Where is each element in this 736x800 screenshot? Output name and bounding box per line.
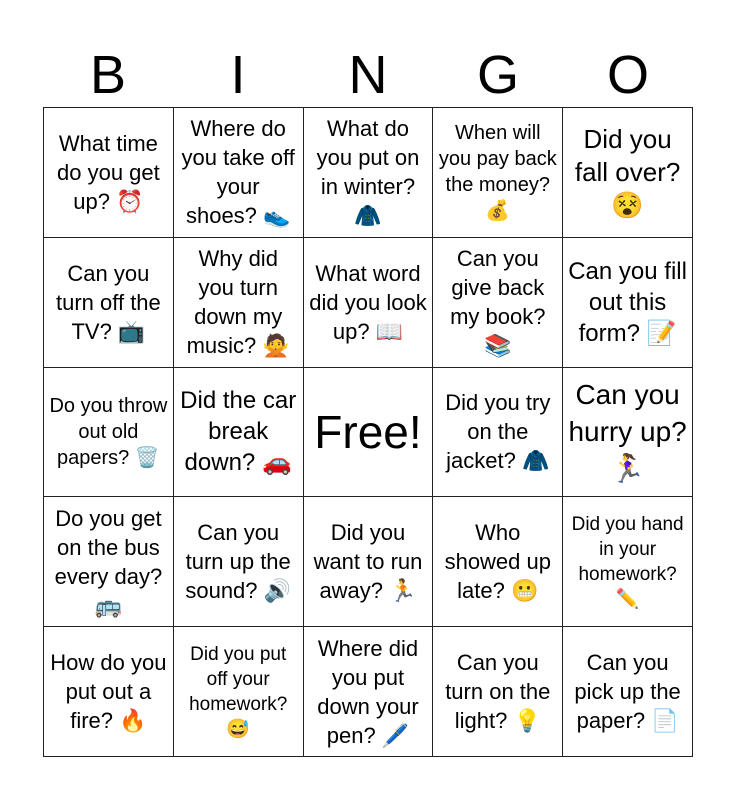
cell-text: Did the car break down? 🚗 — [180, 387, 297, 477]
cell-text: What do you put on in winter? 🧥 — [316, 116, 420, 229]
header-letter-n: N — [348, 45, 388, 105]
cell-text: Did you put off your homework? 😅 — [189, 643, 288, 740]
cell-text: Who showed up late? 😬 — [444, 520, 551, 604]
bingo-cell[interactable] — [563, 627, 693, 757]
header-letter-g: G — [476, 45, 519, 105]
header-letter-b: B — [89, 45, 127, 105]
bingo-cell[interactable] — [174, 238, 304, 368]
cell-text: What word did you look up? 📖 — [309, 260, 427, 344]
bingo-cell[interactable] — [44, 238, 174, 368]
cell-text: Why did you turn down my music? 🙅 — [186, 246, 290, 359]
bingo-cell[interactable] — [304, 497, 434, 627]
bingo-cell[interactable] — [44, 497, 174, 627]
bingo-cell[interactable] — [174, 108, 304, 238]
bingo-cell[interactable] — [563, 108, 693, 238]
cell-text: Can you turn on the light? 💡 — [445, 650, 551, 734]
cell-text: When will you pay back the money? 💰 — [438, 122, 557, 223]
header-letter-o: O — [606, 45, 649, 105]
bingo-cell[interactable] — [304, 238, 434, 368]
cell-text: Can you give back my book? 📚 — [450, 246, 546, 359]
cell-text: Where do you take off your shoes? 👟 — [181, 116, 295, 229]
header-letter-i: I — [230, 45, 246, 105]
bingo-cell[interactable] — [563, 238, 693, 368]
bingo-cell[interactable] — [563, 368, 693, 498]
bingo-cell[interactable] — [563, 497, 693, 627]
cell-text: Can you pick up the paper? 📄 — [574, 650, 681, 734]
bingo-cell[interactable] — [433, 108, 563, 238]
bingo-cell[interactable] — [304, 627, 434, 757]
cell-text: Do you get on the bus every day? 🚌 — [54, 505, 163, 618]
cell-text: Can you turn off the TV? 📺 — [56, 260, 161, 344]
bingo-cell[interactable] — [44, 108, 174, 238]
bingo-cell[interactable] — [174, 627, 304, 757]
cell-text: Did you fall over? 😵 — [574, 123, 681, 220]
cell-text: Did you want to run away? 🏃 — [313, 520, 423, 604]
bingo-cell[interactable] — [433, 238, 563, 368]
cell-text: Did you try on the jacket? 🧥 — [445, 390, 551, 474]
cell-text: Do you throw out old papers? 🗑️ — [49, 394, 168, 469]
bingo-cell[interactable] — [433, 497, 563, 627]
cell-text: Did you hand in your homework? ✏️ — [571, 513, 684, 610]
free-space-label: Free! — [314, 405, 422, 458]
cell-text: Can you hurry up? 🏃‍♀️ — [568, 379, 687, 485]
bingo-cell[interactable] — [304, 108, 434, 238]
bingo-cell[interactable] — [433, 627, 563, 757]
cell-text: How do you put out a fire? 🔥 — [50, 650, 167, 734]
free-space[interactable] — [304, 368, 434, 498]
bingo-board — [43, 107, 693, 757]
bingo-cell[interactable] — [174, 497, 304, 627]
cell-text: Can you fill out this form? 📝 — [568, 257, 687, 347]
bingo-header — [43, 44, 693, 106]
cell-text: Can you turn up the sound? 🔊 — [185, 520, 292, 604]
cell-text: Where did you put down your pen? 🖊️ — [317, 635, 419, 748]
bingo-cell[interactable] — [44, 368, 174, 498]
bingo-cell[interactable] — [174, 368, 304, 498]
bingo-cell[interactable] — [44, 627, 174, 757]
cell-text: What time do you get up? ⏰ — [57, 130, 160, 214]
bingo-cell[interactable] — [433, 368, 563, 498]
